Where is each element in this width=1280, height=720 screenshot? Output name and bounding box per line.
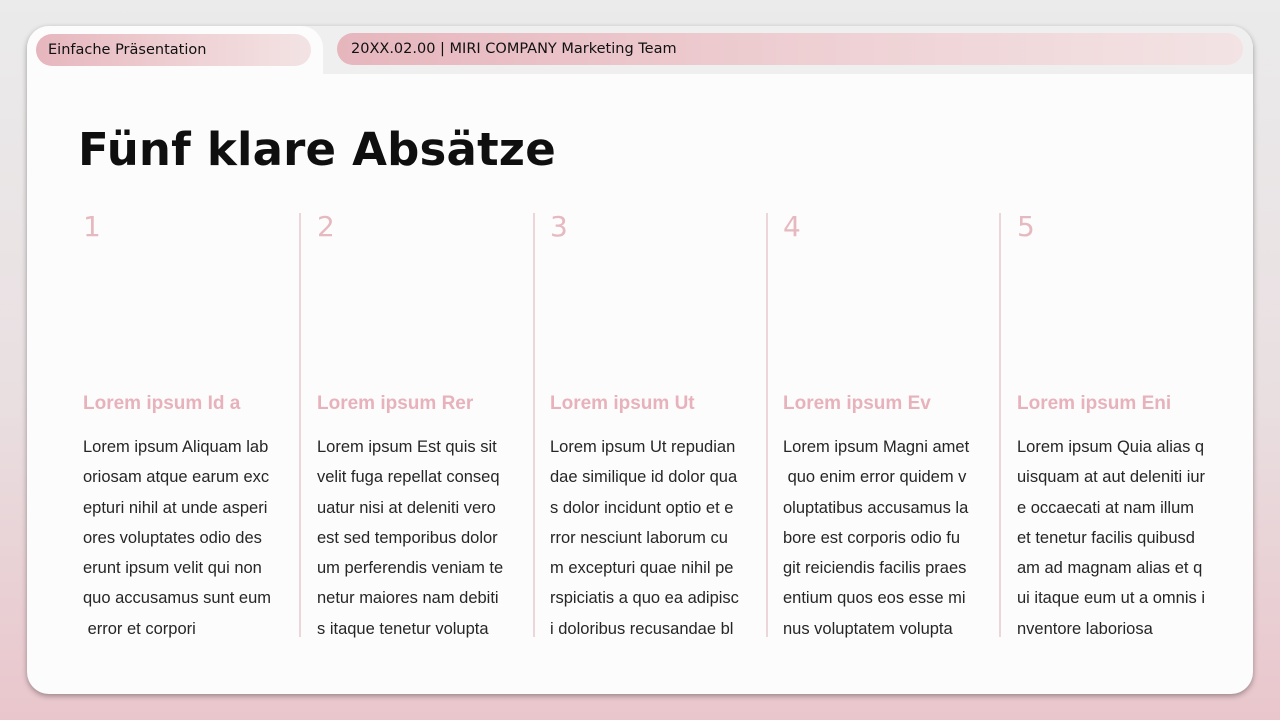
body-line: am ad magnam alias et q [1017, 559, 1203, 578]
body-line: Lorem ipsum Ut repudian [550, 438, 736, 456]
body-line: Lorem ipsum Quia alias q [1017, 438, 1205, 456]
body-line: error et corpori [83, 619, 196, 638]
body-line: s dolor incidunt optio et e [550, 498, 734, 517]
paragraph-column-4 [783, 210, 983, 638]
body-line: Lorem ipsum Magni amet [783, 438, 970, 456]
body-line: nus voluptatem volupta [783, 619, 953, 638]
column-divider [766, 213, 768, 637]
body-line: et tenetur facilis quibusd [1017, 528, 1195, 547]
body-line: est sed temporibus dolor [317, 528, 498, 547]
date-team-label-pill: 20XX.02.00 | MIRI COMPANY Marketing Team [337, 33, 1243, 65]
column-number: 1 [83, 210, 101, 243]
body-line: epturi nihil at unde asperi [83, 498, 268, 517]
column-number: 4 [783, 210, 801, 243]
paragraph-column-3 [550, 210, 750, 638]
column-number: 2 [317, 210, 335, 243]
body-line: dae similique id dolor qua [550, 468, 738, 487]
column-number: 5 [1017, 210, 1035, 243]
column-divider [533, 213, 535, 637]
body-line: ui itaque eum ut a omnis i [1017, 589, 1206, 608]
presentation-label-pill: Einfache Präsentation [36, 34, 311, 66]
paragraph-column-2 [317, 210, 517, 638]
column-body-text [317, 432, 517, 644]
body-line: Lorem ipsum Aliquam lab [83, 438, 269, 456]
body-line: i doloribus recusandae bl [550, 619, 734, 638]
body-line: s itaque tenetur volupta [317, 619, 489, 638]
body-line: oriosam atque earum exc [83, 468, 270, 487]
column-heading: Lorem ipsum Eni [1017, 393, 1172, 414]
body-line: rspiciatis a quo ea adipisc [550, 589, 739, 608]
body-line: netur maiores nam debiti [317, 589, 499, 608]
body-line: uisquam at aut deleniti iur [1017, 468, 1206, 487]
body-line: m excepturi quae nihil pe [550, 559, 734, 578]
body-line: bore est corporis odio fu [783, 528, 961, 547]
body-line: erunt ipsum velit qui non [83, 559, 262, 578]
column-body-text [1017, 432, 1217, 644]
column-body-text [550, 432, 750, 644]
body-line: um perferendis veniam te [317, 559, 504, 578]
column-heading: Lorem ipsum Ev [783, 393, 931, 414]
column-divider [299, 213, 301, 637]
body-line: git reiciendis facilis praes [783, 559, 967, 578]
column-heading: Lorem ipsum Rer [317, 393, 474, 414]
body-line: uatur nisi at deleniti vero [317, 498, 496, 517]
column-heading: Lorem ipsum Id a [83, 393, 241, 414]
body-line: entium quos eos esse mi [783, 589, 966, 608]
body-line: oluptatibus accusamus la [783, 498, 969, 517]
column-heading: Lorem ipsum Ut [550, 393, 695, 414]
body-line: quo accusamus sunt eum [83, 589, 272, 608]
body-line: nventore laboriosa [1017, 619, 1153, 638]
slide-title: Fünf klare Absätze [78, 123, 556, 176]
body-line: e occaecati at nam illum [1017, 498, 1194, 517]
body-line: rror nesciunt laborum cu [550, 528, 728, 547]
body-line: ores voluptates odio des [83, 528, 262, 547]
body-line: Lorem ipsum Est quis sit [317, 438, 497, 456]
paragraph-column-1 [83, 210, 283, 638]
column-body-text [783, 432, 983, 644]
column-number: 3 [550, 210, 568, 243]
slide-card [27, 26, 1253, 694]
column-body-text [83, 432, 283, 644]
body-line: velit fuga repellat conseq [317, 468, 500, 487]
body-line: quo enim error quidem v [783, 468, 967, 487]
column-divider [999, 213, 1001, 637]
paragraph-column-5 [1017, 210, 1217, 638]
